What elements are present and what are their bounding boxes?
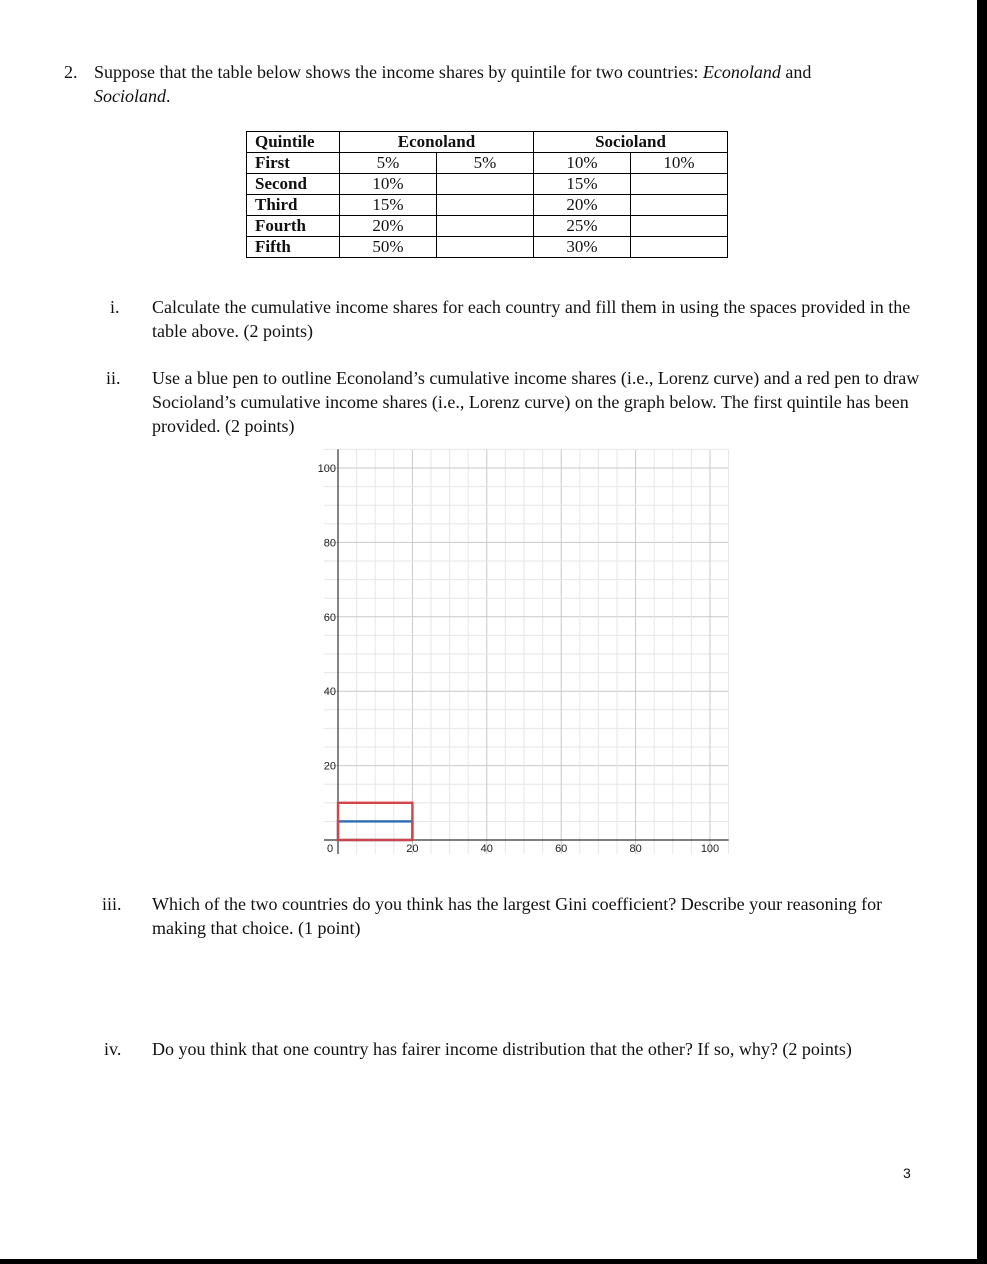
quintile-cell: Second: [247, 174, 340, 195]
page-edge-bottom: [0, 1259, 987, 1264]
quintile-cell: First: [247, 153, 340, 174]
chart-grid: [324, 449, 729, 854]
item-label-ii: ii.: [106, 368, 121, 388]
econ-share-cell: 20%: [340, 216, 437, 237]
econ-share-cell: 15%: [340, 195, 437, 216]
socio-share-cell: 30%: [534, 237, 631, 258]
page-edge-right: [977, 0, 987, 1264]
table-row: [247, 174, 728, 195]
item-label-i: i.: [110, 297, 120, 317]
econ-cumulative-cell[interactable]: [437, 237, 534, 258]
econ-share-cell: 5%: [340, 153, 437, 174]
income-shares-table: [246, 131, 728, 258]
socio-cumulative-cell[interactable]: [631, 237, 728, 258]
table-row: [247, 195, 728, 216]
header-econoland: Econoland: [340, 132, 534, 153]
x-tick-label: 20: [406, 843, 419, 855]
question-text-after: .: [166, 86, 171, 106]
econ-cumulative-cell[interactable]: [437, 174, 534, 195]
quintile-cell: Fourth: [247, 216, 340, 237]
x-tick-label: 40: [480, 843, 493, 855]
socio-share-cell: 10%: [534, 153, 631, 174]
question-number: 2.: [64, 62, 78, 82]
quintile-cell: Fifth: [247, 237, 340, 258]
y-tick-label: 100: [317, 463, 336, 475]
x-tick-label: 80: [629, 843, 642, 855]
socio-share-cell: 25%: [534, 216, 631, 237]
econ-cumulative-cell[interactable]: [437, 195, 534, 216]
x-tick-label: 0: [326, 843, 334, 855]
socio-share-cell: 15%: [534, 174, 631, 195]
country-socioland: Socioland: [94, 86, 166, 106]
socio-cumulative-cell[interactable]: [631, 195, 728, 216]
y-tick-label: 80: [323, 537, 336, 550]
page-number: 3: [903, 1165, 911, 1181]
country-econoland: Econoland: [702, 62, 781, 82]
table-row: [247, 237, 728, 258]
table-row: [247, 153, 728, 174]
quintile-cell: Third: [247, 195, 340, 216]
x-tick-label: 100: [700, 843, 720, 855]
y-tick-label: 40: [323, 686, 336, 699]
econ-cumulative-cell[interactable]: 5%: [437, 153, 534, 174]
econ-cumulative-cell[interactable]: [437, 216, 534, 237]
item-text-ii: Use a blue pen to outline Econoland’s cumulative income shares (i.e., Lorenz curve) and a red pen to draw Socioland’s cumulative income shares (i.e., Lorenz curve) on the graph below. The first quintile has been provided. (2 points): [152, 368, 920, 436]
socio-cumulative-cell[interactable]: [631, 174, 728, 195]
question-text-before: Suppose that the table below shows the income shares by quintile for two countries:: [94, 62, 703, 82]
socio-cumulative-cell[interactable]: 10%: [631, 153, 728, 174]
lorenz-curve-chart: [300, 448, 740, 868]
item-text-iv: Do you think that one country has fairer income distribution that the other? If so, why? (2 points): [152, 1039, 852, 1059]
x-tick-label: 60: [555, 843, 568, 855]
item-text-iii: Which of the two countries do you think has the largest Gini coefficient? Describe your reasoning for making that choice. (1 point): [152, 894, 883, 938]
econ-share-cell: 10%: [340, 174, 437, 195]
table-header-row: [247, 132, 728, 153]
header-socioland: Socioland: [534, 132, 728, 153]
item-label-iii: iii.: [102, 894, 122, 914]
item-text-i: Calculate the cumulative income shares for each country and fill them in using the spaces provided in the table above. (2 points): [152, 297, 911, 341]
socio-cumulative-cell[interactable]: [631, 216, 728, 237]
chart-ticks: [318, 463, 720, 855]
y-tick-label: 60: [323, 611, 336, 624]
y-tick-label: 20: [323, 760, 336, 773]
question-text-middle: and: [780, 62, 812, 82]
item-label-iv: iv.: [104, 1039, 122, 1059]
question-text: [94, 60, 884, 108]
chart-axes: [324, 449, 729, 854]
socio-share-cell: 20%: [534, 195, 631, 216]
econ-share-cell: 50%: [340, 237, 437, 258]
table-row: [247, 216, 728, 237]
header-quintile: Quintile: [247, 132, 340, 153]
